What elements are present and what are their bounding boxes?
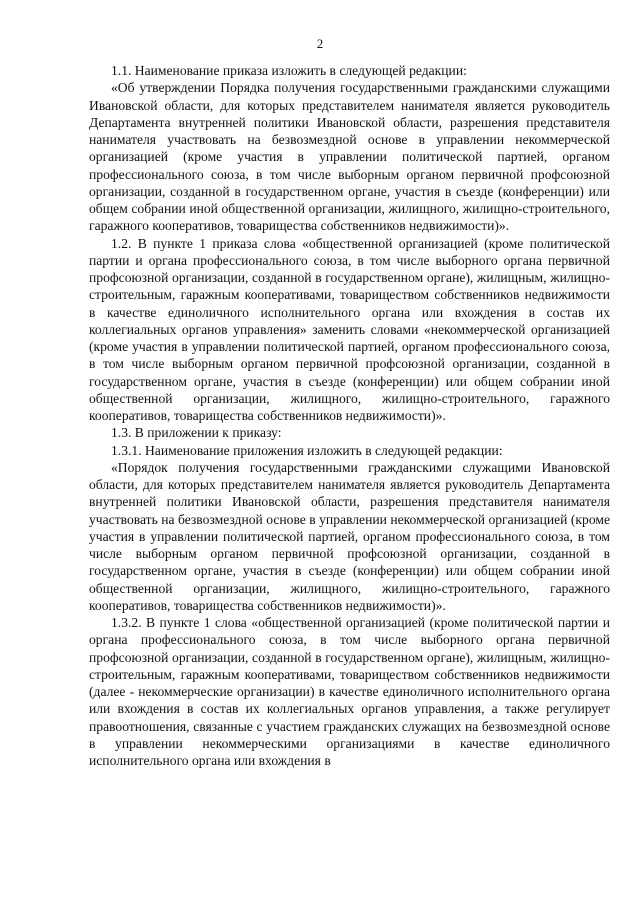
paragraph-appendix-title: «Порядок получения государственными гражданскими служащими Ивановской области, для которых представителем нанимателя является руководитель Департамента внутренней политики Ивановской области, разрешения представителя нанимателя участвовать на безвозмездной основе в управлении некоммерческой организацией (кроме участия в управлении политической партией, органом профессионального союза, в том числе выборным органом первичной профсоюзной организации, созданной в государственном органе, участия в съезде (конференции) или общем собрании иной общественной организации, жилищного, жилищно-строительного, гаражного кооперативов, товарищества собственников недвижимости)». (89, 459, 610, 613)
document-body (89, 62, 610, 769)
paragraph-1-3: 1.3. В приложении к приказу: (111, 425, 282, 441)
paragraph-1-3-2: 1.3.2. В пункте 1 слова «общественной организацией (кроме политической партии и органа профессионального союза, в том числе выборного органа первичной профсоюзной организации, созданной в государственном органе), жилищным, жилищно-строительным, гаражным кооперативами, товариществом собственников недвижимости (далее - некоммерческие организации) в качестве единоличного исполнительного органа или вхождения в состав их коллегиальных органов управления, а также регулирует правоотношения, связанные с участием гражданских служащих на безвозмездной основе в управлении некоммерческими организациями в качестве единоличного исполнительного органа или вхождения в (89, 615, 610, 768)
paragraph-1-1: 1.1. Наименование приказа изложить в следующей редакции: (111, 63, 467, 78)
paragraph-order-title: «Об утверждении Порядка получения государственными гражданскими служащими Ивановской области, для которых представителем нанимателя является руководитель Департамента внутренней политики Ивановской области, разрешения представителя нанимателя участвовать на безвозмездной основе в управлении некоммерческой организацией (кроме участия в управлении политической партией, органом профессионального союза, в том числе выборным органом первичной профсоюзной организации, созданной в государственном органе, участия в съезде (конференции) или общем собрании иной общественной организации, жилищного, жилищно-строительного, гаражного кооперативов, товарищества собственников недвижимости)». (89, 80, 610, 234)
paragraph-1-2: 1.2. В пункте 1 приказа слова «общественной организацией (кроме политической партии и органа профессионального союза, в том числе выборного органа первичной профсоюзной организации, созданной в государственном органе), жилищным, жилищно-строительным, гаражным кооперативами, товариществом собственников недвижимости в качестве единоличного исполнительного органа или вхождения в состав их коллегиальных органов управления» заменить словами «некоммерческой организацией (кроме участия в управлении политической партией, органом профессионального союза, в том числе выборным органом первичной профсоюзной организации, созданной в государственном органе, участия в съезде (конференции) или общем собрании иной общественной организации, жилищного, жилищно-строительного, гаражного кооперативов, товарищества собственников недвижимости)». (89, 235, 610, 423)
paragraph-1-3-1: 1.3.1. Наименование приложения изложить в следующей редакции: (111, 442, 503, 458)
page-number: 2 (316, 36, 324, 51)
